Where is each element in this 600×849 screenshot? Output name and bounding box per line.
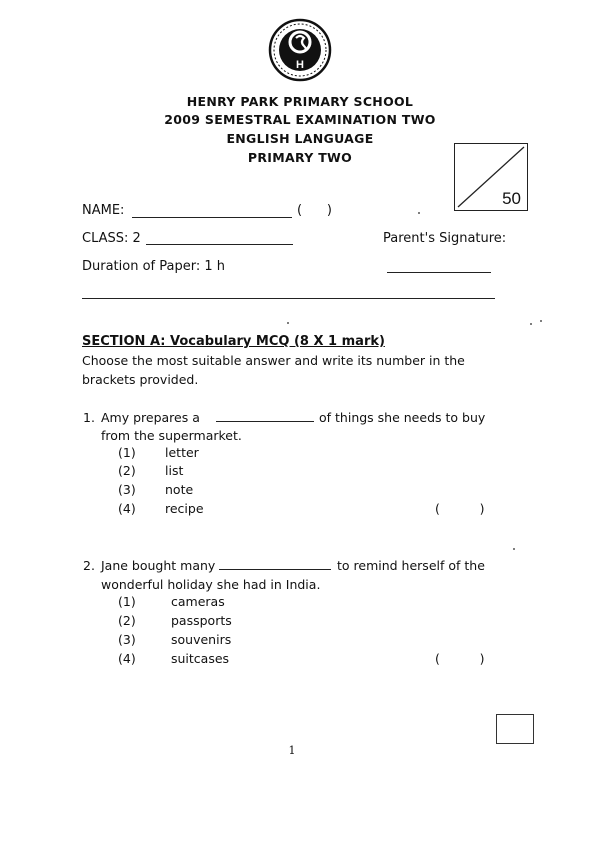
- question-1-stem-start: Amy prepares a: [101, 410, 200, 425]
- section-a-title: SECTION A: Vocabulary MCQ (8 X 1 mark): [82, 334, 385, 349]
- question-2-option-3: souvenirs: [171, 632, 232, 647]
- question-1-option-3-number: (3): [118, 482, 136, 497]
- question-2-option-1-number: (1): [118, 594, 136, 609]
- scan-speck: [513, 548, 515, 550]
- question-2-blank: [219, 569, 331, 570]
- scan-speck: [530, 323, 532, 325]
- page-score-box[interactable]: [496, 714, 534, 744]
- name-field[interactable]: [132, 217, 292, 218]
- question-2-stem-line2: wonderful holiday she had in India.: [101, 577, 321, 592]
- question-1-option-4: recipe: [165, 501, 204, 516]
- parent-signature-field[interactable]: [387, 272, 491, 273]
- index-brackets: ( ): [297, 203, 332, 218]
- section-a-instruction-line1: Choose the most suitable answer and write its number in the: [82, 353, 465, 368]
- scan-speck: [287, 322, 289, 324]
- question-2-number: 2.: [83, 558, 95, 573]
- question-1-option-1-number: (1): [118, 445, 136, 460]
- school-crest-icon: [263, 18, 337, 82]
- question-1-option-3: note: [165, 482, 194, 497]
- section-a-instruction-line2: brackets provided.: [82, 372, 199, 387]
- school-name: HENRY PARK PRIMARY SCHOOL: [186, 94, 414, 109]
- duration-label: Duration of Paper: 1 h: [82, 259, 225, 274]
- question-2-option-2: passports: [171, 613, 232, 628]
- question-2-option-3-number: (3): [118, 632, 136, 647]
- question-2-option-2-number: (2): [118, 613, 136, 628]
- exam-title: 2009 SEMESTRAL EXAMINATION TWO: [164, 112, 436, 127]
- max-marks: 50: [502, 189, 521, 208]
- scan-speck: [540, 320, 542, 322]
- question-2-option-4-number: (4): [118, 651, 136, 666]
- question-2-option-4: suitcases: [171, 651, 230, 666]
- score-box: [454, 143, 528, 211]
- question-2-stem-end: to remind herself of the: [337, 558, 485, 573]
- scan-speck: [418, 212, 420, 214]
- svg-text:H: H: [296, 59, 304, 71]
- question-1-stem-line2: from the supermarket.: [101, 428, 242, 443]
- question-1-number: 1.: [83, 410, 95, 425]
- class-field[interactable]: [146, 244, 293, 245]
- question-2-option-1: cameras: [171, 594, 225, 609]
- class-label: CLASS: 2: [82, 231, 141, 246]
- question-2-answer-brackets[interactable]: ( ): [435, 651, 485, 666]
- question-1-option-2: list: [165, 463, 184, 478]
- question-1-option-4-number: (4): [118, 501, 136, 516]
- question-1-option-2-number: (2): [118, 463, 136, 478]
- name-label: NAME:: [82, 203, 125, 218]
- parent-signature-label: Parent's Signature:: [383, 231, 507, 246]
- question-2-stem-start: Jane bought many: [101, 558, 216, 573]
- question-1-option-1: letter: [165, 445, 199, 460]
- header-divider: [82, 298, 495, 299]
- question-1-stem-end: of things she needs to buy: [319, 410, 486, 425]
- level-title: PRIMARY TWO: [247, 150, 353, 165]
- question-1-answer-brackets[interactable]: ( ): [435, 501, 485, 516]
- subject-title: ENGLISH LANGUAGE: [226, 131, 374, 146]
- question-1-blank: [216, 421, 314, 422]
- page-number: 1: [288, 744, 296, 757]
